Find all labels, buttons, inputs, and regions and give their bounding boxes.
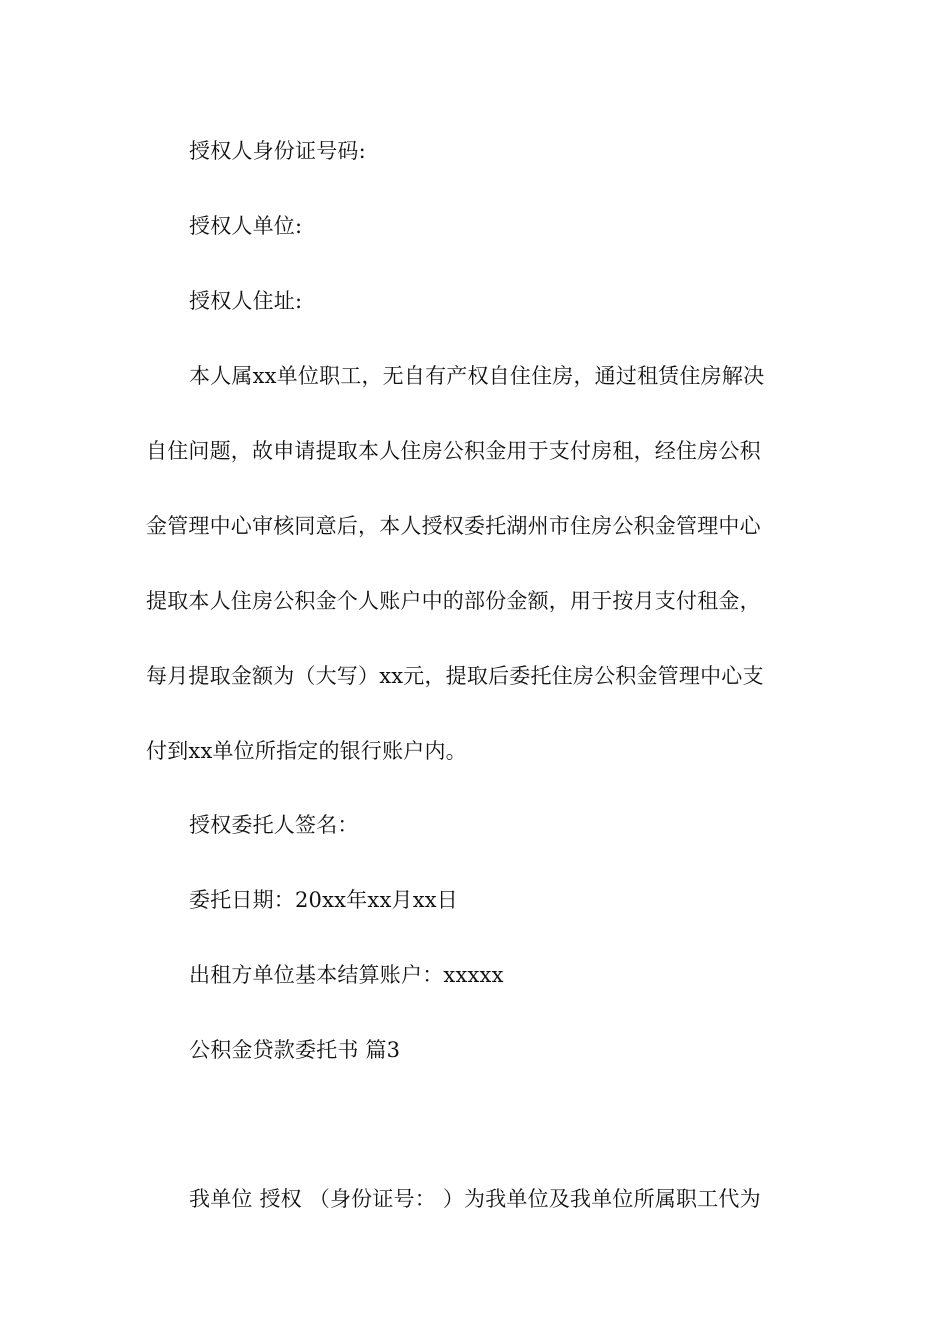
authorizer-address-label: 授权人住址: (189, 289, 303, 313)
paragraph-line: 付到xx单位所指定的银行账户内。 (146, 739, 467, 763)
paragraph-line: 本人属xx单位职工，无自有产权自住住房，通过租赁住房解决 (189, 364, 765, 388)
paragraph-line: 自住问题，故申请提取本人住房公积金用于支付房租，经住房公积 (146, 439, 761, 463)
paragraph-line: 提取本人住房公积金个人账户中的部份金额，用于按月支付租金， (146, 589, 761, 613)
authorizer-id-number-label: 授权人身份证号码: (189, 139, 366, 163)
paragraph-line: 我单位 授权 （身份证号： ）为我单位及我单位所属职工代为 (189, 1187, 761, 1211)
paragraph-line: 每月提取金额为（大写）xx元，提取后委托住房公积金管理中心支 (146, 664, 764, 688)
paragraph-line: 金管理中心审核同意后，本人授权委托湖州市住房公积金管理中心 (146, 514, 761, 538)
section-heading: 公积金贷款委托书 篇3 (189, 1038, 401, 1062)
authorizer-employer-label: 授权人单位: (189, 214, 303, 238)
signature-label: 授权委托人签名： (189, 813, 359, 837)
delegation-date: 委托日期：20xx年xx月xx日 (189, 888, 458, 912)
lessor-account: 出租方单位基本结算账户：xxxxx (189, 963, 504, 987)
